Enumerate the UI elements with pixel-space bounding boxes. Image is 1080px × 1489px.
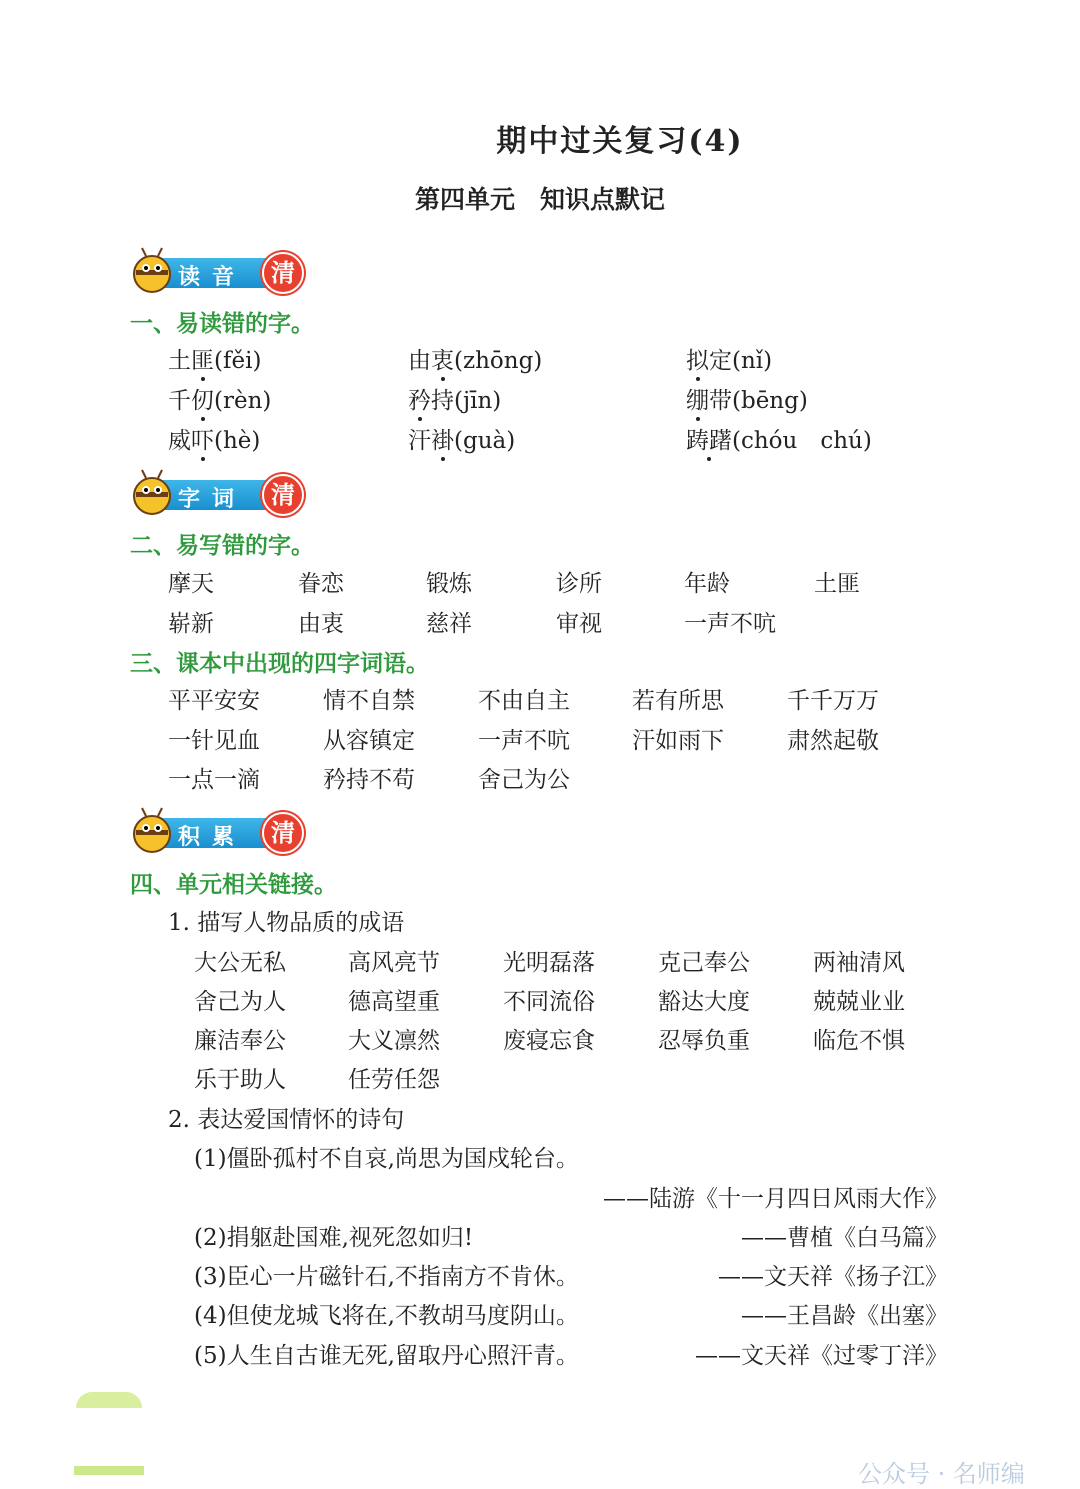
list-item: 舍己为人	[194, 989, 286, 1015]
poem-source: ——文天祥《过零丁洋》	[695, 1343, 948, 1369]
section2-heading: 二、易写错的字。	[130, 533, 314, 559]
page-title: 期中过关复习(4)	[496, 124, 744, 159]
list-item: 土匪(fěi)	[168, 348, 262, 374]
page-subtitle: 第四单元 知识点默记	[414, 185, 665, 214]
list-item: 眷恋	[298, 571, 344, 597]
list-item: 平平安安	[168, 688, 260, 714]
list-item: 一声不吭	[478, 728, 570, 754]
list-item: 兢兢业业	[813, 989, 905, 1015]
list-item: 肃然起敬	[787, 728, 879, 754]
section4-heading: 四、单元相关链接。	[130, 872, 337, 898]
list-item: 千千万万	[787, 688, 879, 714]
poem-source: ——文天祥《扬子江》	[718, 1264, 948, 1290]
list-item: 汗如雨下	[632, 728, 724, 754]
section1-heading: 一、易读错的字。	[130, 311, 314, 337]
list-item: 两袖清风	[813, 950, 905, 976]
banner-words	[128, 468, 303, 518]
list-item: 绷带(bēng)	[686, 388, 808, 414]
badge-icon: 清	[262, 812, 304, 854]
list-item: 乐于助人	[194, 1067, 286, 1093]
list-item: 一针见血	[168, 728, 260, 754]
badge-icon: 清	[262, 474, 304, 516]
list-item: 舍己为公	[478, 767, 570, 793]
list-item: 大公无私	[194, 950, 286, 976]
watermark: 公众号 · 名师编	[858, 1460, 1025, 1488]
list-item: 大义凛然	[348, 1028, 440, 1054]
list-item: 土匪	[814, 571, 860, 597]
list-item: 废寝忘食	[503, 1028, 595, 1054]
list-item: 千仞(rèn)	[168, 388, 272, 414]
poem-source: ——曹植《白马篇》	[741, 1225, 948, 1251]
banner-label: 字词	[178, 487, 247, 512]
list-item: 一声不吭	[684, 611, 776, 637]
list-item: 光明磊落	[503, 950, 595, 976]
list-item: 拟定(nǐ)	[686, 348, 773, 374]
list-item: 高风亮节	[348, 950, 440, 976]
section3-heading: 三、课本中出现的四字词语。	[130, 651, 429, 677]
poem-line: (2)捐躯赴国难,视死忽如归!	[194, 1225, 474, 1251]
list-item: 从容镇定	[323, 728, 415, 754]
list-item: 矜持不苟	[323, 767, 415, 793]
list-item: 德高望重	[348, 989, 440, 1015]
poem-source: ——陆游《十一月四日风雨大作》	[603, 1186, 948, 1212]
poem-line: (5)人生自古谁无死,留取丹心照汗青。	[194, 1343, 579, 1369]
list-item: 由衷	[298, 611, 344, 637]
bee-icon	[128, 468, 176, 518]
list-item: 若有所思	[632, 688, 724, 714]
subsection-title: 2. 表达爱国情怀的诗句	[168, 1107, 405, 1133]
list-item: 慈祥	[426, 611, 472, 637]
list-item: 一点一滴	[168, 767, 260, 793]
list-item: 汗褂(guà)	[408, 428, 516, 454]
list-item: 克己奉公	[658, 950, 750, 976]
list-item: 摩天	[168, 571, 214, 597]
list-item: 年龄	[684, 571, 730, 597]
list-item: 忍辱负重	[658, 1028, 750, 1054]
list-item: 廉洁奉公	[194, 1028, 286, 1054]
list-item: 不同流俗	[503, 989, 595, 1015]
page-corner-decoration	[76, 1392, 142, 1408]
banner-label: 读音	[178, 265, 247, 290]
list-item: 审视	[556, 611, 602, 637]
poem-source: ——王昌龄《出塞》	[741, 1303, 948, 1329]
poem-line: (1)僵卧孤村不自哀,尚思为国戍轮台。	[194, 1146, 579, 1172]
bee-icon	[128, 806, 176, 856]
list-item: 踌躇(chóu chú)	[686, 428, 872, 454]
list-item: 临危不惧	[813, 1028, 905, 1054]
banner-reading	[128, 246, 303, 296]
bee-icon	[128, 246, 176, 296]
list-item: 威吓(hè)	[168, 428, 261, 454]
banner-label: 积累	[178, 825, 247, 850]
list-item: 由衷(zhōng)	[408, 348, 543, 374]
list-item: 崭新	[168, 611, 214, 637]
subsection-title: 1. 描写人物品质的成语	[168, 910, 405, 936]
list-item: 不由自主	[478, 688, 570, 714]
list-item: 矜持(jīn)	[408, 388, 502, 414]
list-item: 锻炼	[426, 571, 472, 597]
banner-accumulate	[128, 806, 303, 856]
poem-line: (3)臣心一片磁针石,不指南方不肯休。	[194, 1264, 579, 1290]
badge-icon: 清	[262, 252, 304, 294]
list-item: 诊所	[556, 571, 602, 597]
list-item: 情不自禁	[323, 688, 415, 714]
page-bottom-bar	[74, 1466, 144, 1475]
poem-line: (4)但使龙城飞将在,不教胡马度阴山。	[194, 1303, 579, 1329]
list-item: 豁达大度	[658, 989, 750, 1015]
list-item: 任劳任怨	[348, 1067, 440, 1093]
